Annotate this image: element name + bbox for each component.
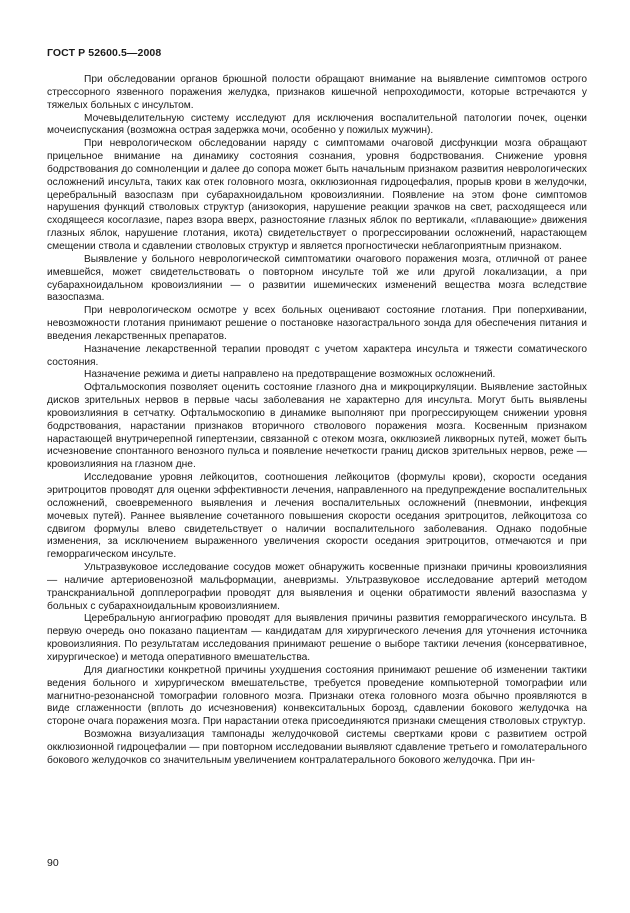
paragraph: При неврологическом обследовании наряду с симптомами очаговой дисфункции мозга обращают прицельное внимание на динамику состояния сознания, уровня бодрствования. Снижение уровня бодрствования до сомноленции и далее до сопора может быть начальным признаком развития неврологических осложнений инсульта, таких как отек головного мозга, окклюзионная гидроцефалия, прорыв крови в желудочки, церебральный вазоспазм при субарахноидальном кровоизлиянии. Появление на этом фоне симптомов нарушения функций стволовых структур (анизокория, нарушение реакции зрачков на свет, расходящееся или сходящееся косоглазие, парез взора вверх, разностояние глазных яблок по вертикали, «плавающие» движения глазных яблок, нарушение глотания, икота) свидетельствует о прогрессировании осложнений, нарастающем смещении ствола и сдавлении стволовых структур и является прогностически неблагоприятным признаком. bbox=[47, 138, 587, 252]
paragraph: Исследование уровня лейкоцитов, соотношения лейкоцитов (формулы крови), скорости оседания эритроцитов проводят для оценки эффективности лечения, направленного на предупреждение воспалительных осложнений, своевременного выявления и лечения воспалительных осложнений (пневмонии, инфекция мочевых путей). Раннее выявление сочетанного повышения скорости оседания эритроцитов, лейкоцитоза со сдвигом формулы влево свидетельствует о наличии воспалительного заболевания. Однако подобные изменения, за исключением выраженного увеличения скорости оседания эритроцитов, отмечаются и при геморрагическом инсульте. bbox=[47, 472, 587, 561]
paragraph: Назначение лекарственной терапии проводят с учетом характера инсульта и тяжести соматического состояния. bbox=[47, 343, 587, 368]
paragraph: При неврологическом осмотре у всех больных оценивают состояние глотания. При поперхивании, невозможности глотания принимают решение о постановке назогастрального зонда для обеспечения питания и введения лекарственных препаратов. bbox=[47, 305, 587, 342]
paragraph: При обследовании органов брюшной полости обращают внимание на выявление симптомов острого стрессорного язвенного поражения желудка, признаков кишечной непроходимости, которые встречаются у тяжелых больных с инсультом. bbox=[47, 74, 587, 111]
paragraph: Для диагностики конкретной причины ухудшения состояния принимают решение об изменении тактики ведения больного и хирургическом вмешательстве, требуется проведение компьютерной томографии или магнитно-резонансной томографии головного мозга. Признаки отека головного мозга обычно проявляются в виде сглаженности (вплоть до исчезновения) конвекситальных борозд, сдавлении бокового желудочка на стороне очага поражения мозга. При нарастании отека присоединяются признаки смещения стволовых структур. bbox=[47, 664, 587, 728]
paragraph: Выявление у больного неврологической симптоматики очагового поражения мозга, отличной от ранее имевшейся, может свидетельствовать о повторном инсульте той же или другой локализации, а при субарахноидальном кровоизлиянии — о развитии ишемических изменений вещества мозга вследствие вазоспазма. bbox=[47, 253, 587, 304]
paragraph: Возможна визуализация тампонады желудочковой системы свертками крови с развитием острой окклюзионной гидроцефалии — при повторном исследовании выявляют сдавление третьего и гомолатерального бокового желудочков со значительным увеличением контралатерального бокового желудочка. При ин- bbox=[47, 729, 587, 766]
paragraph: Церебральную ангиографию проводят для выявления причины развития геморрагического инсульта. В первую очередь оно показано пациентам — кандидатам для хирургического лечения для уточнения источника кровоизлияния. По результатам исследования принимают решение о выборе тактики лечения (консервативное, хирургическое) и метода оперативного вмешательства. bbox=[47, 613, 587, 663]
paragraph: Назначение режима и диеты направлено на предотвращение возможных осложнений. bbox=[84, 369, 496, 381]
paragraph: Офтальмоскопия позволяет оценить состояние глазного дна и микроциркуляции. Выявление застойных дисков зрительных нервов в первые часы заболевания не характерно для инсульта. Могут быть выявлены кровоизлияния в сетчатку. Офтальмоскопию в динамике выполняют при прогрессирующем снижении уровня бодрствования, нарастании признаков вторичного стволового поражения мозга. Косвенным признаком нарастающей внутричерепной гипертензии, связанной с отеком мозга, окклюзией ликворных путей, может быть исчезновение спонтанного венозного пульса и появление нечеткости границ дисков зрительных нервов, реже — кровоизлияния на глазном дне. bbox=[47, 382, 587, 471]
standard-header: ГОСТ Р 52600.5—2008 bbox=[47, 47, 162, 59]
page-number: 90 bbox=[47, 857, 59, 869]
body-text bbox=[47, 74, 587, 768]
paragraph: Мочевыделительную систему исследуют для исключения воспалительной патологии почек, оценки мочеиспускания (возможна острая задержка мочи, особенно у пожилых мужчин). bbox=[47, 112, 587, 137]
paragraph: Ультразвуковое исследование сосудов может обнаружить косвенные признаки причины кровоизлияния — наличие артериовенозной мальформации, аневризмы. Ультразвуковое исследование артерий методом транскраниальной допплерографии проводят для выявления и оценки обратимости явлений вазоспазма у больных с субарахноидальным кровоизлиянием. bbox=[47, 562, 587, 612]
